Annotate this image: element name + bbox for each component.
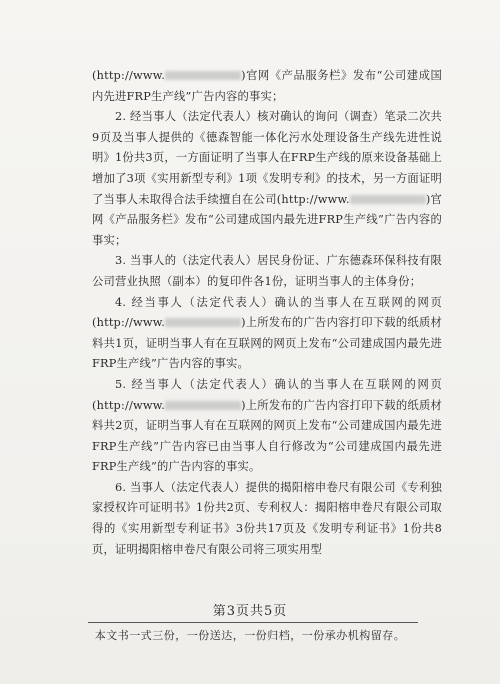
paragraph-text: 官网《产品服务栏》发布“公司建成国内先进FRP生产线”广告内容的事实； — [92, 69, 442, 103]
paragraph-text-after: )官网《产品服务栏》发布“公司建成国内最先进FRP生产线”广告内容的事实； — [92, 192, 442, 247]
paragraph-text-after: )上所发布的广告内容打印下载的纸质材料共1页，证明当事人有在互联网的网页上发布“公司建成国内最先进FRP生产线”广告内容的事实。 — [92, 316, 442, 371]
redacted-url — [165, 71, 241, 80]
paragraph-2 — [92, 107, 442, 251]
document-body — [92, 66, 442, 560]
url-suffix: ) — [241, 69, 246, 82]
paragraph-text-before: 4. 经当事人（法定代表人）确认的当事人在互联网的网页(http://www. — [92, 295, 442, 330]
redacted-url — [165, 318, 241, 327]
footer-divider — [88, 622, 418, 623]
paragraph-5 — [92, 375, 442, 478]
paragraph-6 — [92, 478, 442, 560]
paragraph-4 — [92, 293, 442, 375]
page-number: 第3页共5页 — [212, 604, 288, 619]
paragraph-text-before: 5. 经当事人（法定代表人）确认的当事人在互联网的网页(http://www. — [92, 377, 442, 412]
copy-note: 本文书一式三份，一份送达，一份归档，一份承办机构留存。 — [94, 629, 406, 642]
url-prefix: (http://www. — [92, 69, 166, 82]
redacted-url — [165, 401, 241, 410]
paragraph-text: 3. 当事人的（法定代表人）居民身份证、广东德森环保科技有限公司营业执照（副本）的复印件各1份，证明当事人的主体身份； — [92, 254, 442, 288]
paragraph-1 — [92, 66, 442, 107]
paragraph-text: 6. 当事人（法定代表人）提供的揭阳榕申卷尺有限公司《专利独家授权许可证明书》1份共2页、专利权人：揭阳榕申卷尺有限公司取得的《实用新型专利证书》3份共17页及《发明专利证书》1份共8页，证明揭阳榕申卷尺有限公司将三项实用型 — [92, 480, 442, 556]
paragraph-3 — [92, 251, 442, 292]
paragraph-text-after: )上所发布的广告内容打印下载的纸质材料共2页，证明当事人有在互联网的网页上发布“公司建成国内最先进FRP生产线”广告内容已由当事人自行修改为“公司建成国内最先进FRP生产线”的广告内容的事实。 — [92, 398, 442, 474]
paragraph-text-before: 2. 经当事人（法定代表人）核对确认的询问（调查）笔录二次共9页及当事人提供的《德森智能一体化污水处理设备生产线先进性说明》1份共3页，一方面证明了当事人在FRP生产线的原来设备基础上增加了3项《实用新型专利》1项《发明专利》的技术，另一方面证明了当事人未取得合法手续擅自在公司(http://www. — [92, 110, 442, 206]
redacted-url — [350, 195, 426, 204]
